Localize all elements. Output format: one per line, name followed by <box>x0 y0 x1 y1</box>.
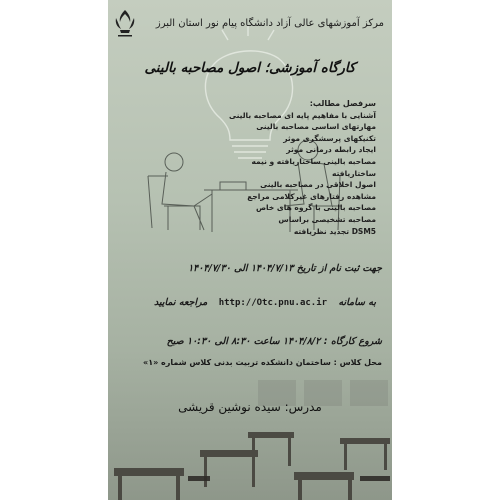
portal-url[interactable]: http://Otc.pnu.ac.ir <box>218 298 328 308</box>
class-location: محل کلاس : ساختمان دانشکده تربیت بدنی کلاس شماره «۱» <box>143 358 382 367</box>
topic-item: مهارتهای اساسی مصاحبه بالینی <box>256 122 376 132</box>
topic-item: آشنایی با مفاهیم پایه ای مصاحبه بالینی <box>229 110 376 120</box>
topic-item: مصاحبه بالینی با گروه های خاص <box>255 203 376 213</box>
instructor-name: مدرس: سیده نوشین قریشی <box>178 400 322 414</box>
registration-portal <box>121 297 376 308</box>
workshop-poster <box>108 0 392 500</box>
portal-suffix: مراجعه نمایید <box>154 297 208 308</box>
topic-item: تکنیکهای پرسشگری موثر <box>283 133 376 143</box>
topic-item: مشاهده رفتارهای غیرکلامی مراجع <box>247 191 376 201</box>
institute-name: مرکز آموزشهای عالی آزاد دانشگاه پیام نور استان البرز <box>155 18 384 29</box>
registration-dates: جهت ثبت نام از تاریخ ۱۴۰۴/۷/۱۳ الی ۱۴۰۴/۷/۳۰ <box>188 263 382 274</box>
workshop-title: کارگاه آموزشی؛ اصول مصاحبه بالینی <box>144 60 356 76</box>
university-emblem-icon <box>112 8 138 38</box>
topic-item: مصاحبه تشخیصی براساس <box>278 214 376 224</box>
topic-item: DSM5 تجدید نظریافته <box>293 226 376 236</box>
topic-item: مصاحبه بالینی ساختاریافته و نیمه <box>251 156 376 166</box>
portal-prefix: به سامانه <box>338 297 376 308</box>
classroom-illustration <box>108 380 392 500</box>
topics-list <box>206 98 376 237</box>
topic-item: اصول اخلاقی در مصاحبه بالینی <box>260 180 376 190</box>
topic-item: ایجاد رابطه درمانی موثر <box>286 145 376 155</box>
topic-item: ساختاریافته <box>332 168 376 178</box>
topics-heading: سرفصل مطالب: <box>309 99 376 108</box>
workshop-start-time: شروع کارگاه : ۱۴۰۴/۸/۲ ساعت ۸:۳۰ الی ۱۰:۳۰ صبح <box>166 336 382 347</box>
